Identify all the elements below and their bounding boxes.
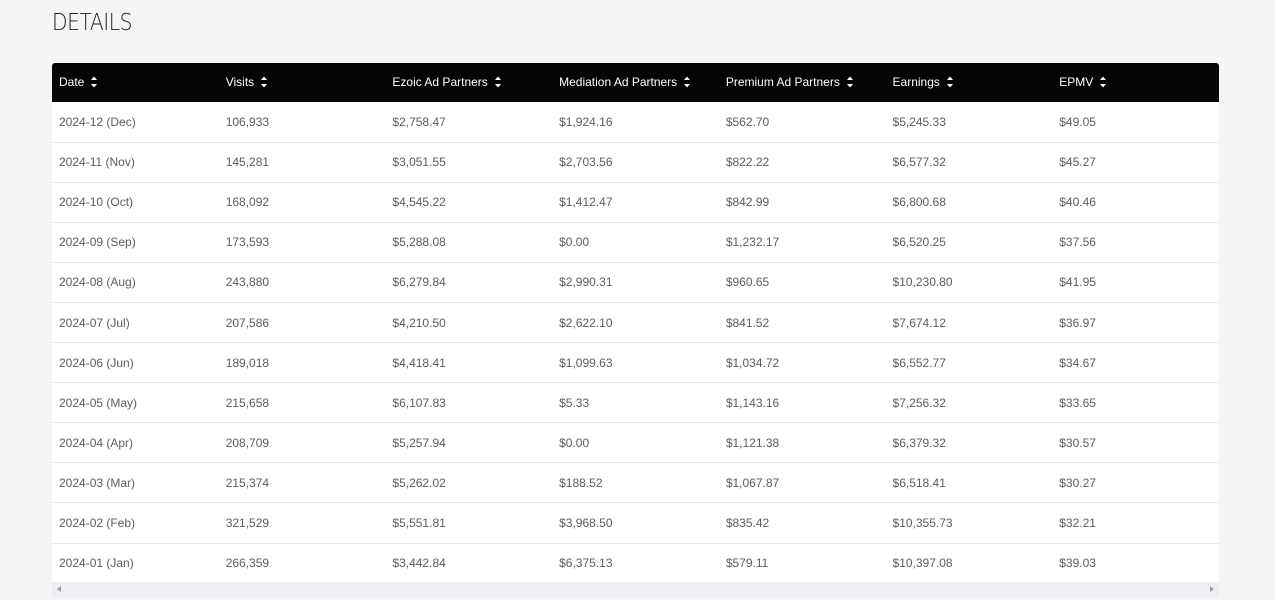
table-cell-premium-ad-partners: $842.99 bbox=[725, 195, 770, 210]
table-cell-visits: 106,933 bbox=[225, 114, 270, 129]
header-row bbox=[52, 63, 1219, 102]
table-cell-mediation-ad-partners: $2,622.10 bbox=[559, 315, 613, 330]
column-header-earnings[interactable] bbox=[886, 63, 1053, 102]
horizontal-scrollbar[interactable] bbox=[52, 582, 1219, 598]
table-cell-date: 2024-12 (Dec) bbox=[59, 114, 136, 129]
table-cell-epmv: $41.95 bbox=[1059, 275, 1096, 290]
table-cell-epmv: $30.27 bbox=[1059, 475, 1096, 490]
table-cell-ezoic-ad-partners: $2,758.47 bbox=[392, 114, 446, 129]
table-cell-visits: 266,359 bbox=[225, 556, 270, 571]
table-cell-visits: 215,658 bbox=[225, 395, 270, 410]
table-cell-ezoic-ad-partners: $4,210.50 bbox=[392, 315, 446, 330]
sort-up-down-icon[interactable] bbox=[1099, 74, 1107, 90]
table-row bbox=[52, 463, 1219, 503]
table-cell-mediation-ad-partners: $1,099.63 bbox=[559, 355, 613, 370]
table-cell-ezoic-ad-partners: $3,051.55 bbox=[392, 155, 446, 170]
table-cell-date: 2024-09 (Sep) bbox=[59, 235, 136, 250]
column-header-label: Visits bbox=[225, 75, 255, 90]
table-header bbox=[52, 63, 1219, 102]
table-cell-ezoic-ad-partners: $4,545.22 bbox=[392, 195, 446, 210]
section-title: DETAILS bbox=[52, 10, 133, 36]
table-cell-mediation-ad-partners: $2,990.31 bbox=[559, 275, 613, 290]
table-cell-mediation-ad-partners: $6,375.13 bbox=[559, 556, 613, 571]
table-row bbox=[52, 142, 1219, 182]
table-cell-mediation-ad-partners: $1,412.47 bbox=[559, 195, 613, 210]
table-cell-mediation-ad-partners: $188.52 bbox=[559, 475, 603, 490]
column-header-label: Ezoic Ad Partners bbox=[392, 75, 488, 90]
table-cell-epmv: $36.97 bbox=[1059, 315, 1096, 330]
table-cell-earnings: $6,577.32 bbox=[892, 155, 946, 170]
table-cell-ezoic-ad-partners: $6,279.84 bbox=[392, 275, 446, 290]
table-cell-epmv: $34.67 bbox=[1059, 355, 1096, 370]
sort-up-down-icon[interactable] bbox=[260, 74, 268, 90]
table-cell-premium-ad-partners: $579.11 bbox=[725, 556, 769, 571]
table-cell-date: 2024-03 (Mar) bbox=[59, 475, 136, 490]
table-cell-date: 2024-01 (Jan) bbox=[59, 556, 134, 571]
table-cell-premium-ad-partners: $1,143.16 bbox=[725, 395, 780, 410]
table-cell-ezoic-ad-partners: $5,288.08 bbox=[392, 235, 446, 250]
table-cell-earnings: $5,245.33 bbox=[892, 114, 946, 129]
table-cell-premium-ad-partners: $835.42 bbox=[725, 515, 770, 530]
table-cell-date: 2024-04 (Apr) bbox=[59, 435, 134, 450]
table-cell-date: 2024-10 (Oct) bbox=[59, 195, 134, 210]
table-cell-visits: 189,018 bbox=[225, 355, 270, 370]
table-cell-premium-ad-partners: $1,067.87 bbox=[725, 475, 780, 490]
table-cell-visits: 168,092 bbox=[225, 195, 270, 210]
table-cell-ezoic-ad-partners: $5,257.94 bbox=[392, 435, 446, 450]
table-row bbox=[52, 302, 1219, 342]
table-row bbox=[52, 503, 1219, 543]
table-row bbox=[52, 343, 1219, 383]
scroll-left-arrow-icon[interactable] bbox=[57, 586, 61, 592]
table-cell-date: 2024-05 (May) bbox=[59, 395, 138, 410]
table-cell-earnings: $6,520.25 bbox=[892, 235, 946, 250]
table-row bbox=[52, 262, 1219, 302]
table-cell-visits: 321,529 bbox=[225, 515, 270, 530]
table-row bbox=[52, 383, 1219, 423]
table-cell-mediation-ad-partners: $0.00 bbox=[559, 435, 590, 450]
column-header-date[interactable] bbox=[52, 63, 219, 102]
column-header-label: Earnings bbox=[892, 75, 940, 90]
table-cell-ezoic-ad-partners: $5,551.81 bbox=[392, 515, 446, 530]
table-cell-visits: 207,586 bbox=[225, 315, 270, 330]
table-cell-premium-ad-partners: $960.65 bbox=[725, 275, 770, 290]
table-cell-epmv: $33.65 bbox=[1059, 395, 1096, 410]
table-cell-earnings: $6,379.32 bbox=[892, 435, 946, 450]
table-cell-mediation-ad-partners: $1,924.16 bbox=[559, 114, 613, 129]
table-cell-visits: 243,880 bbox=[225, 275, 270, 290]
table-cell-premium-ad-partners: $562.70 bbox=[725, 114, 770, 129]
table-cell-earnings: $6,800.68 bbox=[892, 195, 946, 210]
table-cell-epmv: $37.56 bbox=[1059, 235, 1096, 250]
table-cell-epmv: $39.03 bbox=[1059, 556, 1096, 571]
table-cell-visits: 173,593 bbox=[225, 235, 270, 250]
column-header-epmv[interactable] bbox=[1052, 63, 1219, 102]
column-header-label: Date bbox=[59, 75, 85, 90]
table-cell-earnings: $7,674.12 bbox=[892, 315, 946, 330]
column-header-premium-ad-partners[interactable] bbox=[719, 63, 886, 102]
table-cell-earnings: $10,230.80 bbox=[892, 275, 953, 290]
table-row bbox=[52, 182, 1219, 222]
table-cell-mediation-ad-partners: $3,968.50 bbox=[559, 515, 613, 530]
table-cell-visits: 145,281 bbox=[225, 155, 270, 170]
sort-up-down-icon[interactable] bbox=[494, 74, 502, 90]
table-cell-mediation-ad-partners: $0.00 bbox=[559, 235, 590, 250]
table-cell-earnings: $6,518.41 bbox=[892, 475, 946, 490]
table-cell-epmv: $32.21 bbox=[1059, 515, 1096, 530]
table-row bbox=[52, 543, 1219, 583]
table-cell-visits: 215,374 bbox=[225, 475, 270, 490]
table-cell-earnings: $7,256.32 bbox=[892, 395, 946, 410]
details-table-container bbox=[52, 63, 1219, 584]
table-body bbox=[52, 102, 1219, 583]
table-cell-earnings: $10,355.73 bbox=[892, 515, 953, 530]
table-cell-premium-ad-partners: $1,232.17 bbox=[725, 235, 780, 250]
table-cell-premium-ad-partners: $1,121.38 bbox=[725, 435, 780, 450]
table-cell-premium-ad-partners: $841.52 bbox=[725, 315, 770, 330]
table-cell-date: 2024-02 (Feb) bbox=[59, 515, 136, 530]
column-header-label: Mediation Ad Partners bbox=[559, 75, 678, 90]
table-cell-date: 2024-07 (Jul) bbox=[59, 315, 130, 330]
table-cell-ezoic-ad-partners: $6,107.83 bbox=[392, 395, 446, 410]
column-header-mediation-ad-partners[interactable] bbox=[552, 63, 719, 102]
column-header-label: EPMV bbox=[1059, 75, 1094, 90]
sort-up-down-icon[interactable] bbox=[683, 74, 691, 90]
column-header-ezoic-ad-partners[interactable] bbox=[385, 63, 552, 102]
column-header-visits[interactable] bbox=[219, 63, 386, 102]
table-cell-date: 2024-06 (Jun) bbox=[59, 355, 134, 370]
table-row bbox=[52, 423, 1219, 463]
table-cell-mediation-ad-partners: $2,703.56 bbox=[559, 155, 613, 170]
table-cell-ezoic-ad-partners: $3,442.84 bbox=[392, 556, 446, 571]
table-cell-ezoic-ad-partners: $4,418.41 bbox=[392, 355, 446, 370]
table-cell-mediation-ad-partners: $5.33 bbox=[559, 395, 590, 410]
table-cell-ezoic-ad-partners: $5,262.02 bbox=[392, 475, 446, 490]
table-cell-epmv: $40.46 bbox=[1059, 195, 1096, 210]
table-cell-premium-ad-partners: $822.22 bbox=[725, 155, 770, 170]
table-cell-epmv: $45.27 bbox=[1059, 155, 1096, 170]
table-cell-date: 2024-11 (Nov) bbox=[59, 155, 135, 170]
table-cell-epmv: $49.05 bbox=[1059, 114, 1096, 129]
sort-up-down-icon[interactable] bbox=[90, 74, 98, 90]
table-cell-earnings: $6,552.77 bbox=[892, 355, 946, 370]
table-cell-visits: 208,709 bbox=[225, 435, 270, 450]
table-row bbox=[52, 222, 1219, 262]
sort-up-down-icon[interactable] bbox=[846, 74, 854, 90]
column-header-label: Premium Ad Partners bbox=[725, 75, 840, 90]
table-cell-date: 2024-08 (Aug) bbox=[59, 275, 136, 290]
table-cell-earnings: $10,397.08 bbox=[892, 556, 953, 571]
table-cell-epmv: $30.57 bbox=[1059, 435, 1096, 450]
sort-up-down-icon[interactable] bbox=[946, 74, 954, 90]
table-row bbox=[52, 102, 1219, 142]
scroll-right-arrow-icon[interactable] bbox=[1210, 586, 1214, 592]
table-cell-premium-ad-partners: $1,034.72 bbox=[725, 355, 780, 370]
details-table bbox=[52, 63, 1219, 584]
